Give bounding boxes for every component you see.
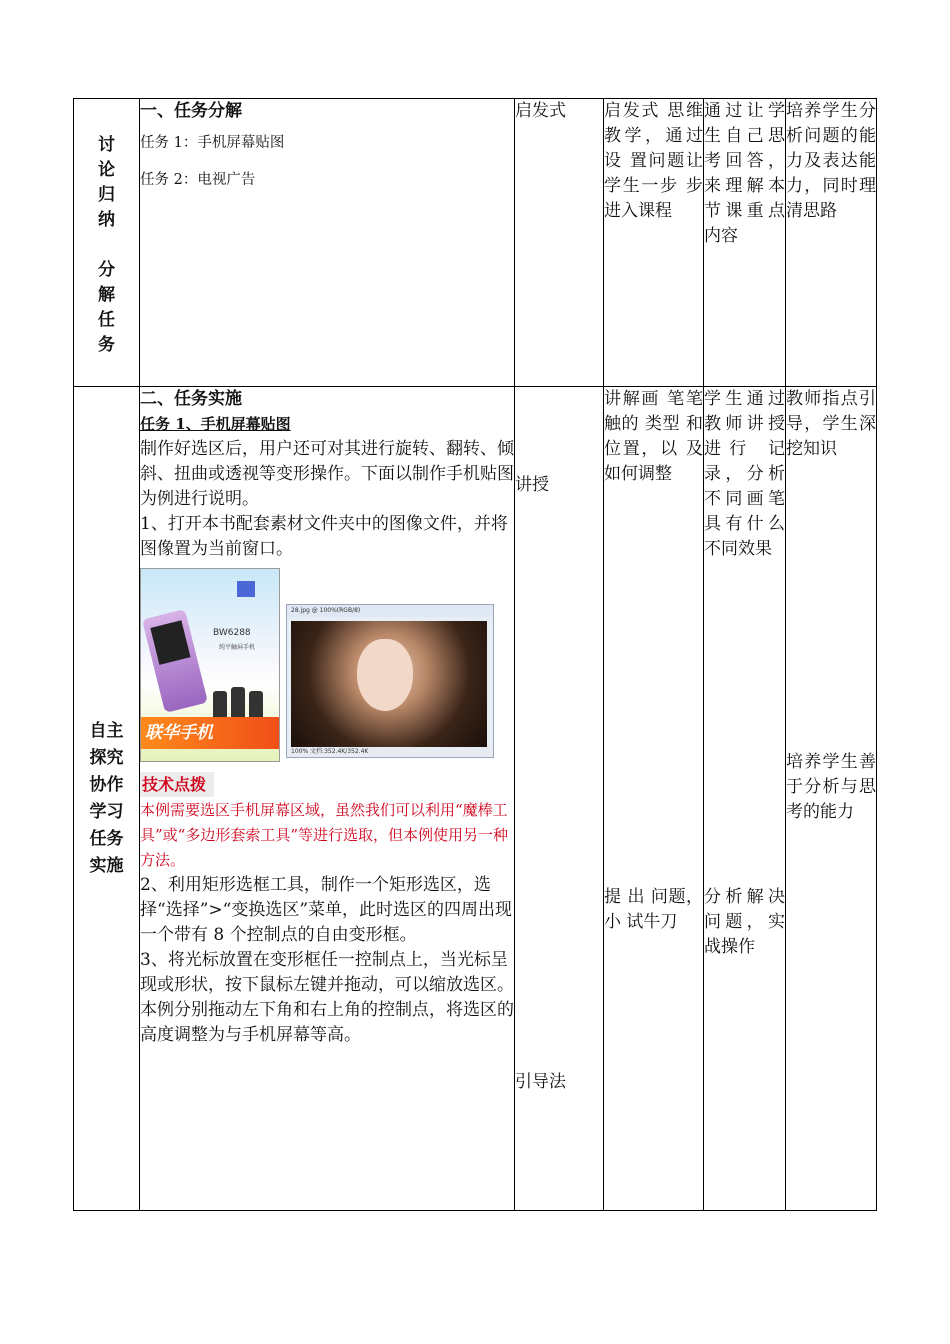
label-char: 分 bbox=[98, 260, 115, 280]
label-char: 任 bbox=[98, 310, 115, 330]
label-char: 论 bbox=[98, 160, 115, 180]
photo-window-image bbox=[286, 604, 494, 758]
label-char: 探究 bbox=[89, 747, 124, 768]
photo-window-status: 100% 文档:352.4K/352.4K bbox=[287, 747, 494, 757]
student-activity-1: 学生通过教师讲授进行 记录，分析不同画笔具有什么不同效果 bbox=[704, 389, 785, 559]
lesson-plan-table bbox=[73, 98, 877, 1211]
label-char: 解 bbox=[98, 285, 115, 305]
subtask-heading: 任务 1、手机屏幕贴图 bbox=[140, 415, 291, 433]
tip-text: 本例需要选区手机屏幕区域，虽然我们可以利用“魔棒工具”或“多边形套索工具”等进行选取，但本例使用另一种方法。 bbox=[140, 801, 509, 869]
label-char bbox=[74, 233, 139, 258]
row-label-decompose bbox=[74, 99, 140, 387]
teacher-activity-cell bbox=[604, 387, 704, 1211]
phone-model-text: BW6288 bbox=[213, 628, 251, 638]
row-label-implement bbox=[74, 387, 140, 1211]
student-activity-2: 分析解决 问题，实战操作 bbox=[704, 887, 785, 957]
label-char: 学习 bbox=[89, 801, 124, 822]
teacher-activity-cell: 启发式 思维教学，通过设 置问题让 学生一步 步进入课程 bbox=[604, 99, 704, 387]
method-lecture: 讲授 bbox=[515, 475, 549, 495]
label-char: 纳 bbox=[98, 210, 115, 230]
label-char: 自主 bbox=[89, 720, 124, 741]
step-2-text: 2、利用矩形选框工具，制作一个矩形选区，选择“选择”>“变换选区”菜单，此时选区的四周出现一个带有 8 个控制点的自由变形框。 bbox=[140, 875, 513, 945]
design-intent-1: 教师指点引导，学生深挖知识 bbox=[786, 389, 876, 459]
label-char: 实施 bbox=[89, 855, 124, 876]
step-1-text: 1、打开本书配套素材文件夹中的图像文件，并将图像置为当前窗口。 bbox=[140, 514, 508, 559]
tip-label-wrap bbox=[140, 772, 514, 798]
design-intent-cell: 培养学生分析问题的能力及表达能力，同时理清思路 bbox=[786, 99, 877, 387]
student-activity-cell: 通过让学生自己思考回答，来理解本节课重点内容 bbox=[704, 99, 786, 387]
teacher-activity-2: 提 出 问题，小 试牛刀 bbox=[604, 887, 703, 932]
design-intent-2: 培养学生善于分析与思考的能力 bbox=[786, 752, 876, 822]
example-images bbox=[140, 566, 514, 766]
teacher-activity-1: 讲解画 笔笔触的 类型 和 位置，以 及如何调整 bbox=[604, 389, 703, 484]
method-cell bbox=[515, 387, 604, 1211]
table-row-decompose bbox=[74, 99, 877, 387]
task-item: 任务 1：手机屏幕贴图 bbox=[140, 135, 285, 151]
section-heading: 一、任务分解 bbox=[140, 101, 242, 121]
design-intent-cell bbox=[786, 387, 877, 1211]
banner-text: 联华手机 bbox=[145, 723, 213, 743]
task-item: 任务 2：电视广告 bbox=[140, 172, 256, 188]
phone-tagline-text: 纯平触屏手机 bbox=[219, 644, 256, 651]
brand-logo-icon bbox=[237, 581, 255, 597]
brand-banner bbox=[141, 717, 279, 749]
label-char: 务 bbox=[98, 335, 115, 355]
method-cell: 启发式 bbox=[515, 99, 604, 387]
content-decompose bbox=[140, 99, 515, 387]
intro-paragraph: 制作好选区后，用户还可对其进行旋转、翻转、倾斜、扭曲或透视等变形操作。下面以制作手机贴图为例进行说明。 bbox=[140, 439, 514, 509]
label-char: 归 bbox=[98, 185, 115, 205]
label-char: 任务 bbox=[89, 828, 124, 849]
portrait-photo bbox=[291, 621, 487, 747]
photo-window-title: 28.jpg @ 100%(RGB/8) bbox=[287, 605, 493, 617]
phone-picture bbox=[142, 609, 208, 713]
method-guided: 引导法 bbox=[515, 1072, 566, 1092]
step-3-text: 3、将光标放置在变形框任一控制点上，当光标呈现或形状，按下鼠标左键并拖动，可以缩放选区。本例分别拖动左下角和右上角的控制点，将选区的高度调整为与手机屏幕等高。 bbox=[140, 950, 514, 1045]
phone-ad-image bbox=[140, 568, 280, 762]
label-char: 协作 bbox=[89, 774, 124, 795]
label-char: 讨 bbox=[98, 135, 115, 155]
table-row-implement bbox=[74, 387, 877, 1211]
content-implement bbox=[140, 387, 515, 1211]
section-heading: 二、任务实施 bbox=[140, 389, 242, 409]
student-activity-cell bbox=[704, 387, 786, 1211]
tip-label: 技术点拨 bbox=[140, 772, 214, 797]
